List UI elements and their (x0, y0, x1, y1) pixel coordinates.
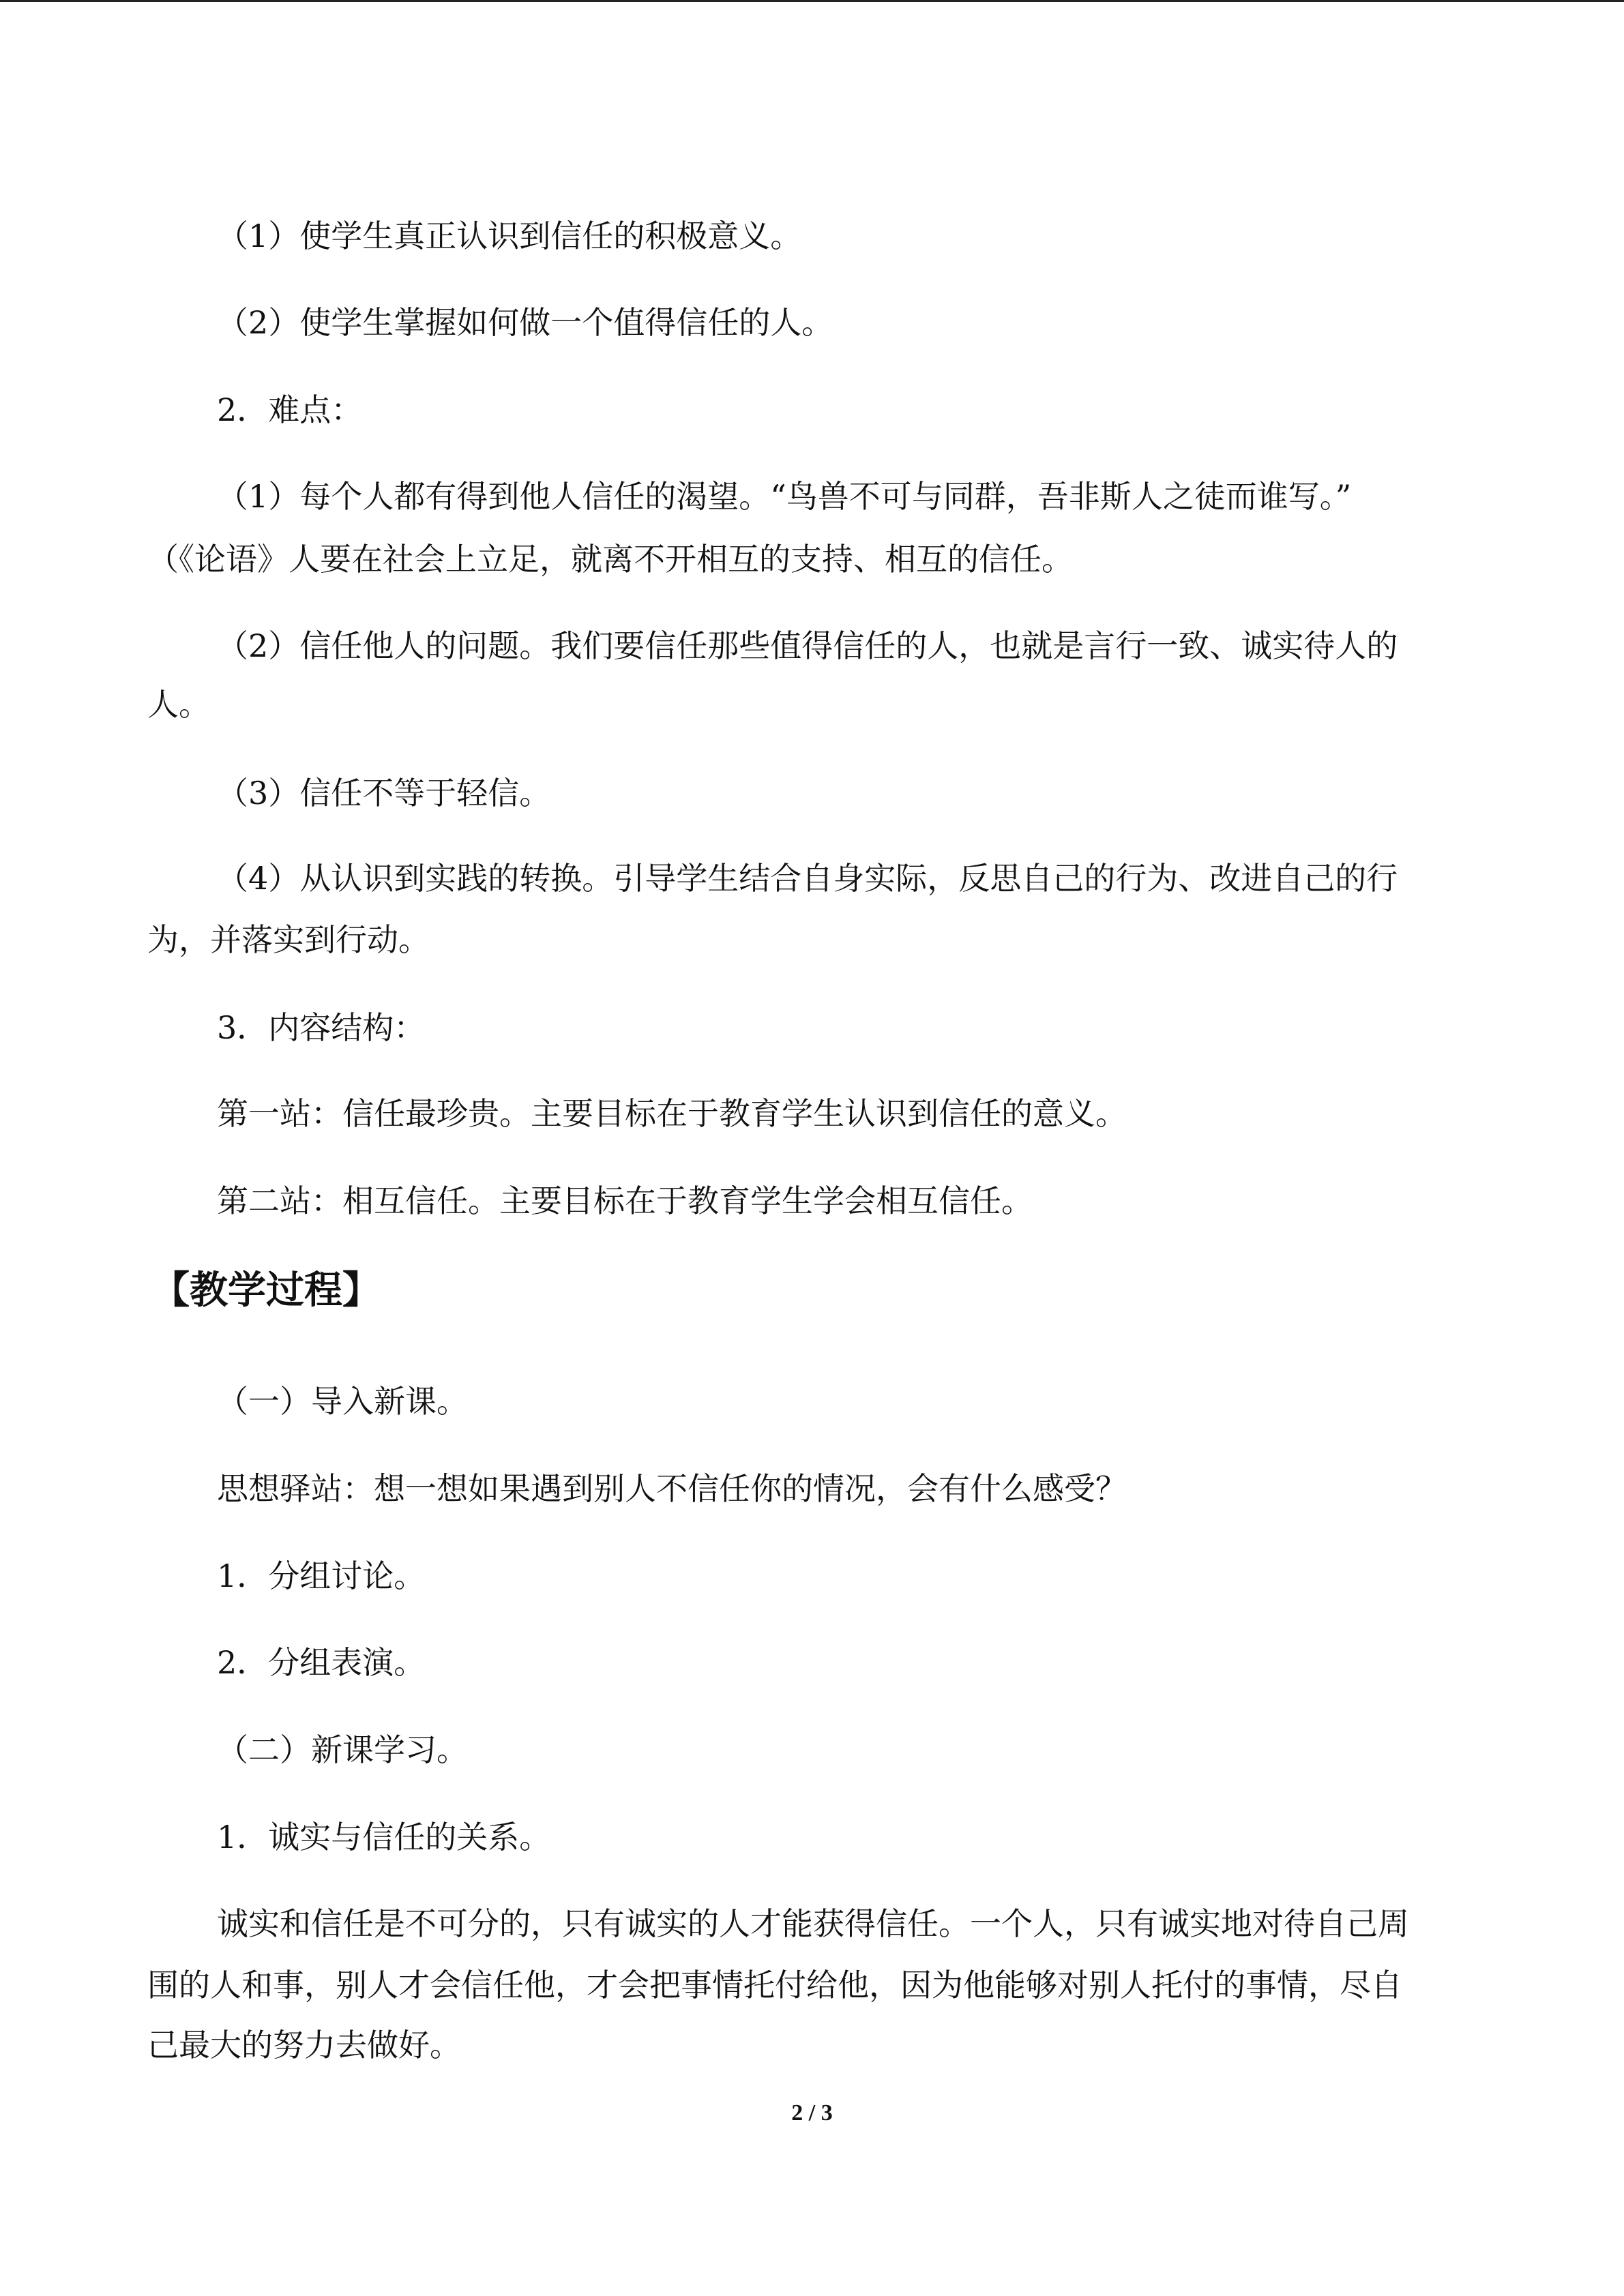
paragraph-line: （3）信任不等于轻信。 (217, 775, 551, 811)
paragraph-line: 2．分组表演。 (217, 1644, 426, 1681)
paragraph-line: （4）从认识到实践的转换。引导学生结合自身实际，反思自己的行为、改进自己的行 (217, 860, 1398, 897)
paragraph-line: 1．诚实与信任的关系。 (217, 1819, 551, 1855)
paragraph-line: 思想驿站：想一想如果遇到别人不信任你的情况，会有什么感受？ (217, 1470, 1127, 1507)
paragraph-line: 3．内容结构： (217, 1009, 426, 1046)
paragraph-line: 己最大的努力去做好。 (147, 2027, 461, 2063)
paragraph-line: 第一站：信任最珍贵。主要目标在于教育学生认识到信任的意义。 (217, 1095, 1127, 1132)
paragraph-line: （2）信任他人的问题。我们要信任那些值得信任的人，也就是言行一致、诚实待人的 (217, 627, 1398, 664)
paragraph-line: 人。 (147, 686, 210, 723)
paragraph-line: （1）使学生真正认识到信任的积极意义。 (217, 218, 802, 254)
paragraph-line: （1）每个人都有得到他人信任的渴望。“鸟兽不可与同群，吾非斯人之徒而谁写。” (217, 478, 1352, 515)
paragraph-line: 第二站：相互信任。主要目标在于教育学生学会相互信任。 (217, 1182, 1033, 1219)
paragraph-line: （二）新课学习。 (217, 1731, 468, 1768)
paragraph-line: （2）使学生掌握如何做一个值得信任的人。 (217, 304, 833, 341)
paragraph-line: 为，并落实到行动。 (147, 921, 430, 958)
page-number: 2 / 3 (791, 2100, 833, 2126)
paragraph-line: 2．难点： (217, 391, 363, 428)
paragraph-line: 诚实和信任是不可分的，只有诚实的人才能获得信任。一个人，只有诚实地对待自己周 (217, 1905, 1409, 1942)
paragraph-line: （一）导入新课。 (217, 1383, 468, 1420)
paragraph-line: 围的人和事，别人才会信任他，才会把事情托付给他，因为他能够对别人托付的事情，尽自 (147, 1967, 1402, 2003)
top-border-line (0, 0, 1624, 2)
paragraph-line: 1．分组讨论。 (217, 1557, 426, 1594)
paragraph-line: （《论语》人要在社会上立足，就离不开相互的支持、相互的信任。 (147, 541, 1073, 578)
section-heading: 【教学过程】 (151, 1268, 381, 1313)
